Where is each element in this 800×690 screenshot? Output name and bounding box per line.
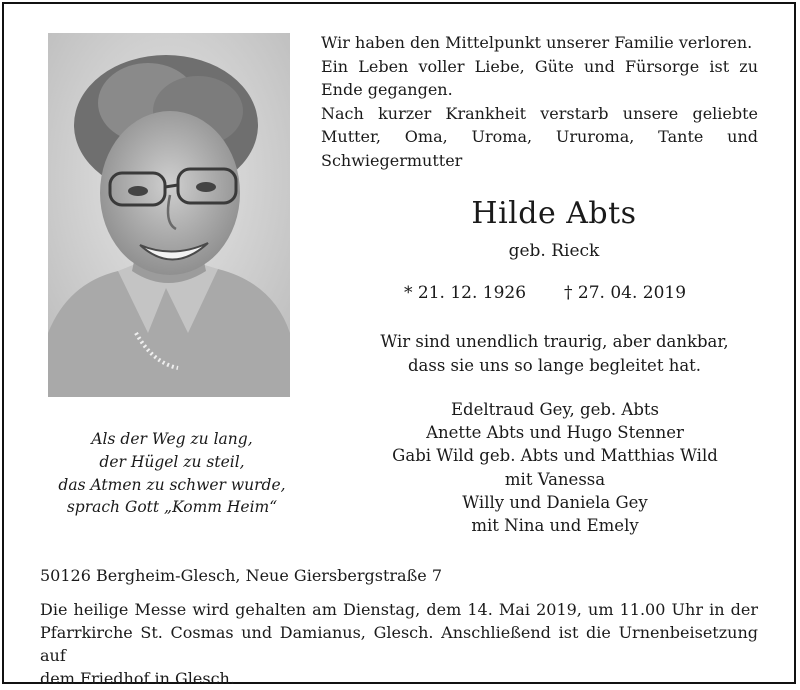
- poem-line: Als der Weg zu lang,: [91, 430, 253, 448]
- mourner-line: mit Nina und Emely: [471, 516, 639, 536]
- mourner-line: mit Vanessa: [504, 469, 606, 489]
- condolence-message: [362, 330, 747, 377]
- poem-line: sprach Gott „Komm Heim“: [66, 498, 278, 517]
- service-line: Pfarrkirche St. Cosmas und Damianus, Glesch. Anschließend ist die Urnenbeisetzung auf: [40, 623, 758, 665]
- mourners-list: [360, 398, 750, 537]
- mourner-line: Anette Abts und Hugo Stenner: [426, 423, 684, 443]
- service-line: Die heilige Messe wird gehalten am Dienstag, dem 14. Mai 2019, um 11.00 Uhr in der: [40, 600, 758, 619]
- birth-date: * 21. 12. 1926: [404, 283, 527, 303]
- address: 50126 Bergheim-Glesch, Neue Giersbergstraße 7: [40, 566, 442, 585]
- mourner-line: Gabi Wild geb. Abts und Matthias Wild: [392, 446, 718, 466]
- death-date: † 27. 04. 2019: [564, 283, 687, 303]
- mourner-line: Edeltraud Gey, geb. Abts: [451, 400, 659, 419]
- intro-line: Wir haben den Mittelpunkt unserer Familie verloren.: [321, 33, 753, 52]
- intro-line: Ein Leben voller Liebe, Güte und Fürsorge ist zu Ende gegangen.: [321, 56, 758, 99]
- portrait-photo: [48, 33, 290, 397]
- deceased-name: Hilde Abts: [471, 196, 637, 231]
- portrait-illustration: [48, 33, 290, 397]
- message-line: Wir sind unendlich traurig, aber dankbar,: [380, 332, 729, 351]
- service-info: [40, 598, 758, 690]
- intro-line: Nach kurzer Krankheit verstarb unsere geliebte Mutter, Oma, Uroma, Ururoma, Tante und Schwiegermutter: [321, 103, 758, 170]
- intro-text: [321, 31, 758, 172]
- service-line: dem Friedhof in Glesch.: [40, 669, 235, 688]
- poem-line: der Hügel zu steil,: [99, 452, 245, 471]
- poem-line: das Atmen zu schwer wurde,: [58, 475, 286, 494]
- maiden-name: geb. Rieck: [508, 241, 600, 261]
- mourner-line: Willy und Daniela Gey: [462, 492, 648, 512]
- message-line: dass sie uns so lange begleitet hat.: [407, 355, 702, 375]
- poem: [40, 428, 304, 519]
